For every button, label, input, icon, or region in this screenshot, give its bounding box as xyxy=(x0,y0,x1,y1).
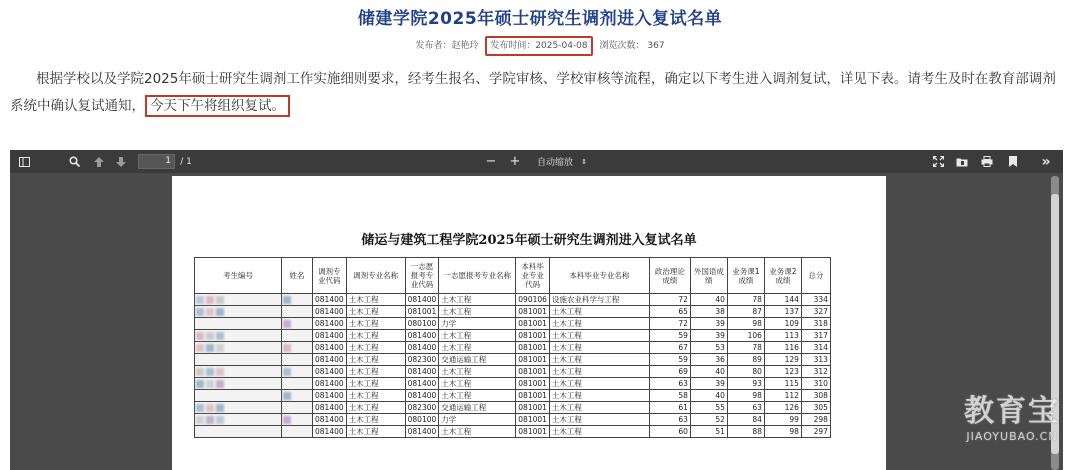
table-cell: 土木工程 xyxy=(346,414,405,426)
table-cell: 310 xyxy=(801,378,830,390)
table-cell: 土木工程 xyxy=(346,330,405,342)
table-header-cell: 姓名 xyxy=(282,258,313,294)
redacted-id-cell xyxy=(195,330,282,342)
table-cell: 力学 xyxy=(439,414,516,426)
table-row xyxy=(195,306,831,318)
table-cell: 土木工程 xyxy=(346,306,405,318)
table-cell: 297 xyxy=(801,426,830,438)
table-cell: 69 xyxy=(649,366,690,378)
table-cell: 298 xyxy=(801,414,830,426)
table-cell: 318 xyxy=(801,318,830,330)
table-cell: 土木工程 xyxy=(346,390,405,402)
watermark-logo xyxy=(964,386,1060,443)
table-cell: 38 xyxy=(690,306,727,318)
redacted-id-cell xyxy=(195,390,282,402)
table-cell: 081400 xyxy=(313,414,347,426)
table-cell: 土木工程 xyxy=(549,390,649,402)
table-cell: 081400 xyxy=(405,378,439,390)
table-row xyxy=(195,378,831,390)
table-cell: 081001 xyxy=(516,306,550,318)
views-text: 浏览次数： 367 xyxy=(599,41,665,51)
table-cell: 081001 xyxy=(516,414,550,426)
table-row xyxy=(195,330,831,342)
zoom-select[interactable] xyxy=(530,150,594,173)
table-cell: 60 xyxy=(649,426,690,438)
table-cell: 59 xyxy=(649,354,690,366)
table-cell: 土木工程 xyxy=(439,306,516,318)
open-file-icon[interactable] xyxy=(954,150,970,173)
zoom-select-value: 自动缩放 xyxy=(537,158,574,168)
table-header-cell: 考生编号 xyxy=(195,258,282,294)
table-header-cell: 调剂专业名称 xyxy=(346,258,405,294)
table-cell: 52 xyxy=(690,414,727,426)
table-cell: 081001 xyxy=(516,318,550,330)
table-cell: 080100 xyxy=(405,414,439,426)
table-cell: 081001 xyxy=(516,426,550,438)
table-cell: 98 xyxy=(727,318,764,330)
redacted-name-cell xyxy=(282,378,313,390)
pdf-viewer xyxy=(10,150,1063,470)
table-cell: 土木工程 xyxy=(439,378,516,390)
table-cell: 081400 xyxy=(313,402,347,414)
table-cell: 081001 xyxy=(516,354,550,366)
table-header-cell: 调剂专业代码 xyxy=(313,258,347,294)
table-header-cell: 业务课2成绩 xyxy=(764,258,801,294)
table-cell: 109 xyxy=(764,318,801,330)
redacted-name-cell xyxy=(282,330,313,342)
table-cell: 55 xyxy=(690,402,727,414)
redacted-id-cell xyxy=(195,294,282,306)
article-meta xyxy=(0,38,1080,51)
table-cell: 土木工程 xyxy=(439,330,516,342)
table-cell: 99 xyxy=(764,414,801,426)
table-cell: 081400 xyxy=(313,342,347,354)
table-cell: 081400 xyxy=(313,318,347,330)
table-cell: 土木工程 xyxy=(549,318,649,330)
table-header-cell: 总分 xyxy=(801,258,830,294)
table-cell: 98 xyxy=(727,390,764,402)
table-cell: 63 xyxy=(727,402,764,414)
table-cell: 67 xyxy=(649,342,690,354)
table-header-row xyxy=(195,258,831,294)
table-cell: 112 xyxy=(764,390,801,402)
arrow-up-icon[interactable] xyxy=(92,150,106,173)
redacted-name-cell xyxy=(282,402,313,414)
zoom-in-button[interactable]: + xyxy=(509,154,521,169)
table-cell: 39 xyxy=(690,378,727,390)
print-icon[interactable] xyxy=(979,150,995,173)
table-cell: 090106 xyxy=(516,294,550,306)
table-cell: 98 xyxy=(764,426,801,438)
table-row xyxy=(195,318,831,330)
table-cell: 交通运输工程 xyxy=(439,354,516,366)
table-cell: 39 xyxy=(690,318,727,330)
table-cell: 93 xyxy=(727,378,764,390)
table-cell: 081400 xyxy=(313,306,347,318)
table-cell: 土木工程 xyxy=(439,342,516,354)
table-cell: 129 xyxy=(764,354,801,366)
table-cell: 土木工程 xyxy=(346,294,405,306)
table-cell: 40 xyxy=(690,294,727,306)
publish-time-highlight: 发布时间：2025-04-08 xyxy=(485,36,592,56)
table-cell: 312 xyxy=(801,366,830,378)
table-cell: 116 xyxy=(764,342,801,354)
table-cell: 土木工程 xyxy=(346,318,405,330)
table-cell: 87 xyxy=(727,306,764,318)
table-row xyxy=(195,354,831,366)
table-cell: 39 xyxy=(690,330,727,342)
watermark-sub-text: JIAOYUBAO.CN xyxy=(966,430,1058,443)
table-cell: 土木工程 xyxy=(439,294,516,306)
table-cell: 081001 xyxy=(516,402,550,414)
table-cell: 51 xyxy=(690,426,727,438)
redacted-id-cell xyxy=(195,402,282,414)
table-row xyxy=(195,294,831,306)
table-cell: 土木工程 xyxy=(346,366,405,378)
table-cell: 72 xyxy=(649,318,690,330)
table-cell: 40 xyxy=(690,390,727,402)
table-cell: 080100 xyxy=(405,318,439,330)
table-cell: 36 xyxy=(690,354,727,366)
document-title: 储运与建筑工程学院2025年硕士研究生调剂进入复试名单 xyxy=(361,233,697,248)
table-cell: 081001 xyxy=(516,390,550,402)
page-total-label: / 1 xyxy=(180,156,192,167)
paragraph-main-text: 根据学校以及学院2025年硕士研究生调剂工作实施细则要求，经考生报名、学院审核、学校审核等流程，确定以下考生进入调剂复试，详见下表。请考生及时在教育部调剂系统中确认复试通知， xyxy=(10,71,1056,114)
table-header-cell: 一志愿报考专业名称 xyxy=(439,258,516,294)
table-cell: 84 xyxy=(727,414,764,426)
chevron-updown-icon: ⇕ xyxy=(581,157,587,166)
table-row xyxy=(195,342,831,354)
table-cell: 334 xyxy=(801,294,830,306)
table-cell: 081001 xyxy=(516,330,550,342)
table-cell: 081400 xyxy=(405,342,439,354)
table-cell: 土木工程 xyxy=(346,354,405,366)
fullscreen-icon[interactable] xyxy=(930,150,946,173)
table-cell: 78 xyxy=(727,294,764,306)
table-cell: 081400 xyxy=(313,366,347,378)
redacted-name-cell xyxy=(282,354,313,366)
sidebar-toggle-icon[interactable] xyxy=(16,150,32,173)
table-cell: 土木工程 xyxy=(549,354,649,366)
table-cell: 081001 xyxy=(516,342,550,354)
redacted-id-cell xyxy=(195,342,282,354)
table-cell: 土木工程 xyxy=(439,390,516,402)
redacted-id-cell xyxy=(195,426,282,438)
table-cell: 交通运输工程 xyxy=(439,402,516,414)
table-cell: 土木工程 xyxy=(549,414,649,426)
redacted-name-cell xyxy=(282,294,313,306)
table-cell: 137 xyxy=(764,306,801,318)
table-cell: 土木工程 xyxy=(549,378,649,390)
table-cell: 土木工程 xyxy=(549,342,649,354)
table-cell: 081400 xyxy=(405,390,439,402)
table-cell: 081001 xyxy=(516,378,550,390)
table-cell: 63 xyxy=(649,378,690,390)
table-cell: 113 xyxy=(764,330,801,342)
table-header-cell: 本科毕业专业名称 xyxy=(549,258,649,294)
table-cell: 65 xyxy=(649,306,690,318)
redacted-name-cell xyxy=(282,342,313,354)
table-cell: 144 xyxy=(764,294,801,306)
table-cell: 115 xyxy=(764,378,801,390)
table-row xyxy=(195,366,831,378)
table-cell: 53 xyxy=(690,342,727,354)
table-cell: 土木工程 xyxy=(549,426,649,438)
redacted-id-cell xyxy=(195,354,282,366)
table-cell: 081400 xyxy=(405,330,439,342)
table-cell: 40 xyxy=(690,366,727,378)
table-header-cell: 业务课1成绩 xyxy=(727,258,764,294)
table-cell: 082300 xyxy=(405,402,439,414)
table-cell: 081400 xyxy=(313,426,347,438)
redacted-name-cell xyxy=(282,414,313,426)
table-cell: 126 xyxy=(764,402,801,414)
table-row xyxy=(195,402,831,414)
redacted-id-cell xyxy=(195,318,282,330)
redacted-name-cell xyxy=(282,306,313,318)
table-cell: 123 xyxy=(764,366,801,378)
table-cell: 305 xyxy=(801,402,830,414)
article-title: 储建学院2025年硕士研究生调剂进入复试名单 xyxy=(357,9,723,29)
pdf-toolbar xyxy=(10,150,1063,173)
table-cell: 63 xyxy=(649,414,690,426)
table-cell: 081001 xyxy=(516,366,550,378)
zoom-out-button[interactable]: − xyxy=(485,154,497,169)
table-cell: 081400 xyxy=(405,426,439,438)
table-cell: 081400 xyxy=(313,390,347,402)
table-cell: 土木工程 xyxy=(346,342,405,354)
arrow-down-icon[interactable] xyxy=(114,150,128,173)
more-tools-icon[interactable]: » xyxy=(1041,153,1051,170)
table-header-cell: 一志愿报考专业代码 xyxy=(405,258,439,294)
table-cell: 313 xyxy=(801,354,830,366)
table-cell: 106 xyxy=(727,330,764,342)
table-cell: 土木工程 xyxy=(549,366,649,378)
table-cell: 082300 xyxy=(405,354,439,366)
table-cell: 土木工程 xyxy=(346,378,405,390)
table-cell: 土木工程 xyxy=(549,402,649,414)
search-icon[interactable] xyxy=(66,150,82,173)
paragraph-highlight: 今天下午将组织复试。 xyxy=(145,95,290,117)
redacted-id-cell xyxy=(195,414,282,426)
table-cell: 80 xyxy=(727,366,764,378)
table-cell: 土木工程 xyxy=(346,402,405,414)
table-cell: 力学 xyxy=(439,318,516,330)
table-cell: 081400 xyxy=(313,378,347,390)
table-cell: 081400 xyxy=(313,354,347,366)
table-cell: 314 xyxy=(801,342,830,354)
table-cell: 88 xyxy=(727,426,764,438)
table-cell: 78 xyxy=(727,342,764,354)
table-header-cell: 本科毕业专业代码 xyxy=(516,258,550,294)
table-cell: 58 xyxy=(649,390,690,402)
table-cell: 081400 xyxy=(405,294,439,306)
redacted-id-cell xyxy=(195,366,282,378)
table-cell: 土木工程 xyxy=(439,366,516,378)
table-cell: 308 xyxy=(801,390,830,402)
table-cell: 61 xyxy=(649,402,690,414)
redacted-name-cell xyxy=(282,426,313,438)
table-row xyxy=(195,390,831,402)
table-cell: 081001 xyxy=(405,306,439,318)
table-cell: 土木工程 xyxy=(439,426,516,438)
table-row xyxy=(195,426,831,438)
redacted-name-cell xyxy=(282,390,313,402)
table-cell: 081400 xyxy=(313,330,347,342)
table-cell: 72 xyxy=(649,294,690,306)
table-cell: 59 xyxy=(649,330,690,342)
page-number-input[interactable]: 1 xyxy=(138,154,175,169)
table-cell: 土木工程 xyxy=(549,306,649,318)
table-cell: 设施农业科学与工程 xyxy=(549,294,649,306)
admission-table xyxy=(194,257,831,438)
table-cell: 89 xyxy=(727,354,764,366)
bookmark-icon[interactable] xyxy=(1006,150,1020,173)
redacted-name-cell xyxy=(282,366,313,378)
pdf-page xyxy=(172,176,886,470)
redacted-id-cell xyxy=(195,306,282,318)
table-cell: 327 xyxy=(801,306,830,318)
watermark-main-text: 教育宝 xyxy=(964,394,1060,429)
table-cell: 081400 xyxy=(313,294,347,306)
redacted-name-cell xyxy=(282,318,313,330)
redacted-id-cell xyxy=(195,378,282,390)
table-cell: 317 xyxy=(801,330,830,342)
publisher-text: 发布者：赵艳玲 xyxy=(415,41,479,51)
article-paragraph xyxy=(10,66,1060,120)
table-row xyxy=(195,414,831,426)
table-header-cell: 外国语成绩 xyxy=(690,258,727,294)
table-cell: 土木工程 xyxy=(549,330,649,342)
table-cell: 081400 xyxy=(405,366,439,378)
table-cell: 土木工程 xyxy=(346,426,405,438)
table-header-cell: 政治理论成绩 xyxy=(649,258,690,294)
